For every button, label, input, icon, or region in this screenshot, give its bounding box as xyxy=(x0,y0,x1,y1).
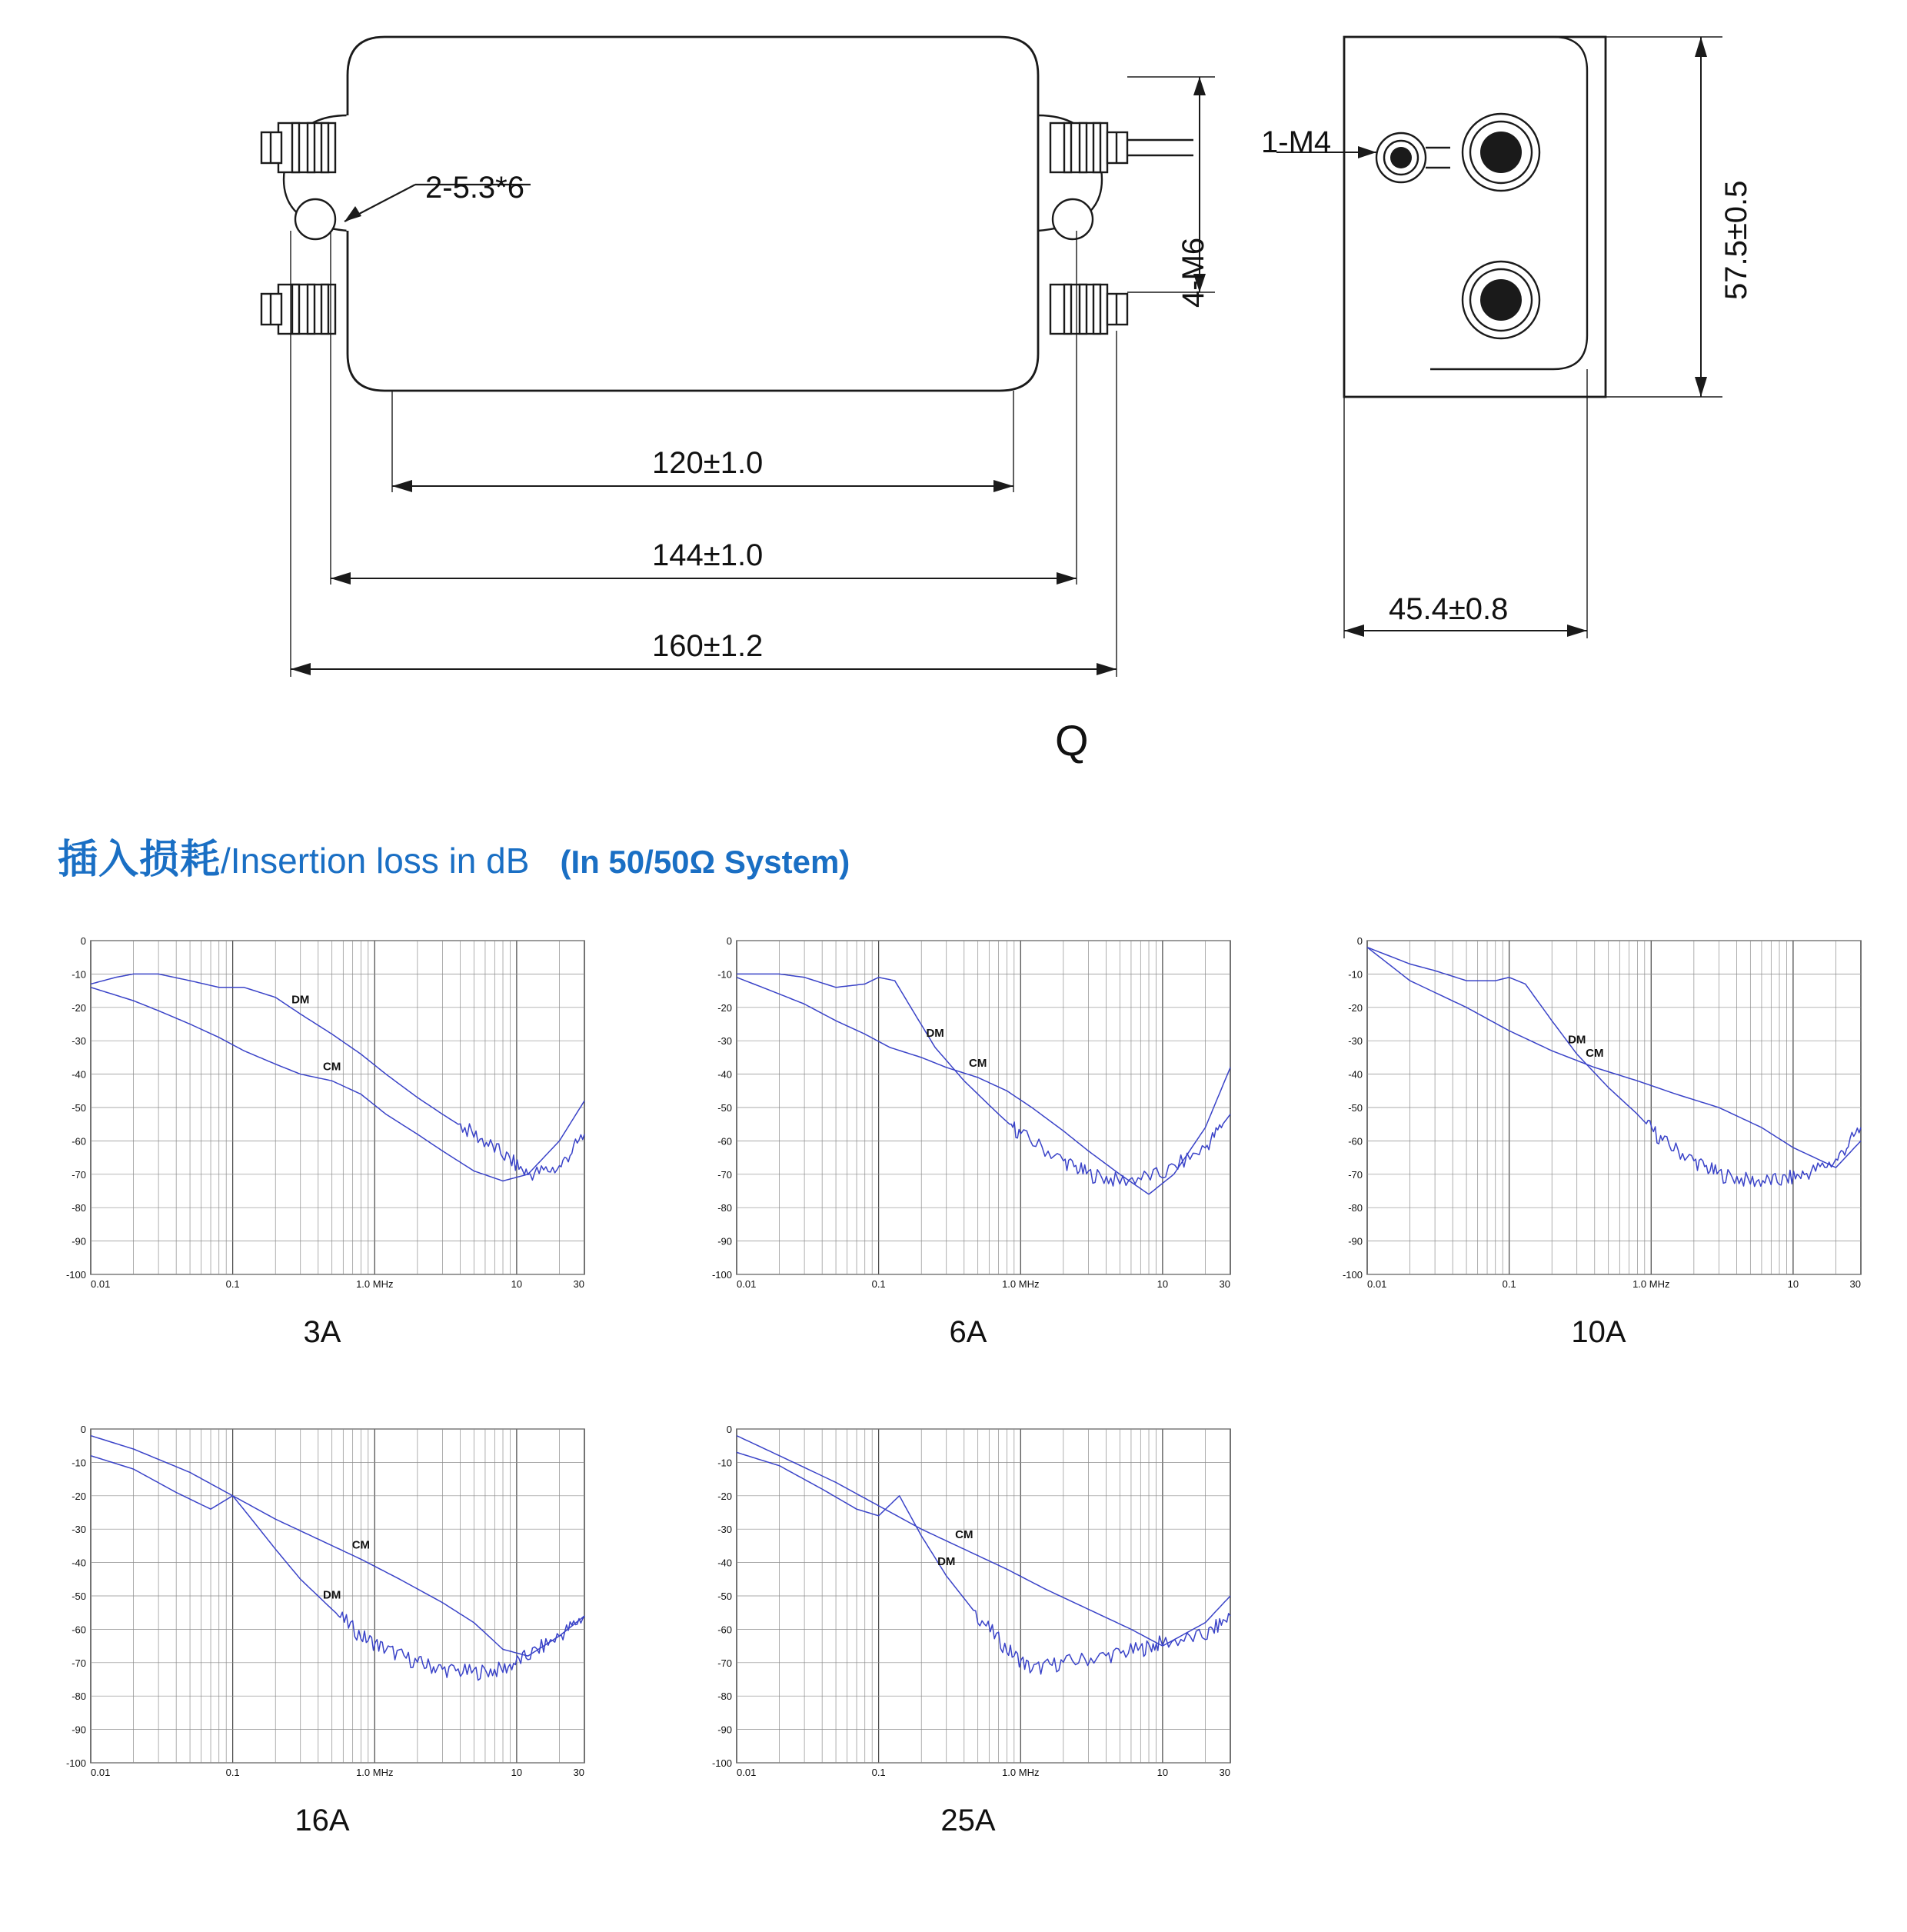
svg-text:-60: -60 xyxy=(1348,1135,1363,1148)
svg-text:-10: -10 xyxy=(717,968,732,981)
svg-text:-70: -70 xyxy=(72,1657,86,1669)
svg-text:30: 30 xyxy=(1849,1278,1861,1290)
svg-text:0: 0 xyxy=(80,1424,86,1435)
svg-text:-100: -100 xyxy=(1342,1269,1363,1281)
svg-text:-80: -80 xyxy=(717,1690,732,1703)
svg-text:1.0 MHz: 1.0 MHz xyxy=(1002,1767,1040,1778)
chart-caption: 25A xyxy=(940,1804,996,1837)
chart-25a xyxy=(692,1415,1244,1837)
svg-text:CM: CM xyxy=(351,1538,371,1552)
svg-text:-20: -20 xyxy=(717,1490,732,1502)
svg-text:-100: -100 xyxy=(711,1269,732,1281)
chart-plot xyxy=(692,927,1244,1311)
svg-text:0.01: 0.01 xyxy=(737,1278,757,1290)
svg-text:-20: -20 xyxy=(72,1001,86,1014)
dim-stud-note: 4-M6 xyxy=(1176,237,1210,308)
svg-text:-80: -80 xyxy=(72,1202,86,1214)
chart-caption: 10A xyxy=(1571,1315,1626,1349)
section-title-cn: 插入损耗 xyxy=(58,838,221,882)
svg-text:-70: -70 xyxy=(717,1657,732,1669)
svg-text:10: 10 xyxy=(1157,1278,1169,1290)
svg-text:-100: -100 xyxy=(65,1757,86,1769)
svg-text:DM: DM xyxy=(926,1026,944,1040)
svg-text:DM: DM xyxy=(1568,1033,1586,1047)
svg-text:-80: -80 xyxy=(72,1690,86,1703)
dim-hole-note: 2-5.3*6 xyxy=(425,171,524,205)
svg-text:10: 10 xyxy=(1787,1278,1799,1290)
svg-text:1.0 MHz: 1.0 MHz xyxy=(1002,1278,1040,1290)
svg-text:-40: -40 xyxy=(717,1068,732,1081)
svg-text:1.0 MHz: 1.0 MHz xyxy=(1632,1278,1670,1290)
svg-text:-30: -30 xyxy=(72,1035,86,1048)
chart-3a xyxy=(46,927,598,1349)
svg-text:-70: -70 xyxy=(1348,1168,1363,1181)
dim-m4-note: 1-M4 xyxy=(1261,125,1332,159)
svg-text:DM: DM xyxy=(291,993,310,1007)
svg-text:CM: CM xyxy=(323,1060,341,1074)
svg-text:0.01: 0.01 xyxy=(1367,1278,1387,1290)
svg-text:-10: -10 xyxy=(72,1457,86,1469)
svg-text:-60: -60 xyxy=(717,1624,732,1636)
svg-text:CM: CM xyxy=(969,1056,987,1070)
svg-text:DM: DM xyxy=(323,1588,341,1602)
svg-text:-30: -30 xyxy=(1348,1035,1363,1048)
svg-text:0.01: 0.01 xyxy=(737,1767,757,1778)
dim-120: 120±1.0 xyxy=(652,446,764,480)
svg-text:0.1: 0.1 xyxy=(871,1278,886,1290)
svg-text:-50: -50 xyxy=(717,1591,732,1602)
dim-45-4: 45.4±0.8 xyxy=(1389,592,1509,626)
svg-text:-60: -60 xyxy=(717,1135,732,1148)
view-letter-q: Q xyxy=(1055,716,1089,764)
svg-text:30: 30 xyxy=(1219,1278,1230,1290)
svg-text:-90: -90 xyxy=(1348,1235,1363,1247)
chart-plot xyxy=(46,1415,598,1800)
svg-text:30: 30 xyxy=(573,1278,584,1290)
chart-plot xyxy=(46,927,598,1311)
svg-text:-40: -40 xyxy=(72,1557,86,1569)
mechanical-drawing xyxy=(0,0,1907,792)
svg-text:-100: -100 xyxy=(711,1757,732,1769)
svg-text:-80: -80 xyxy=(1348,1202,1363,1214)
chart-6a xyxy=(692,927,1244,1349)
svg-text:0: 0 xyxy=(726,1424,732,1435)
svg-text:DM: DM xyxy=(937,1554,956,1568)
svg-text:-80: -80 xyxy=(717,1202,732,1214)
section-title xyxy=(58,827,850,884)
svg-text:-50: -50 xyxy=(717,1102,732,1114)
svg-text:-40: -40 xyxy=(717,1557,732,1569)
svg-text:0.01: 0.01 xyxy=(91,1767,111,1778)
svg-text:-20: -20 xyxy=(1348,1001,1363,1014)
section-title-system: (In 50/50Ω System) xyxy=(560,844,850,880)
svg-text:0.1: 0.1 xyxy=(225,1278,240,1290)
svg-text:-40: -40 xyxy=(1348,1068,1363,1081)
svg-text:1.0 MHz: 1.0 MHz xyxy=(356,1278,394,1290)
section-title-en: Insertion loss in dB xyxy=(230,841,530,881)
svg-text:0: 0 xyxy=(726,935,732,947)
svg-text:-70: -70 xyxy=(72,1168,86,1181)
svg-text:10: 10 xyxy=(1157,1767,1169,1778)
svg-text:-70: -70 xyxy=(717,1168,732,1181)
svg-text:CM: CM xyxy=(1586,1046,1604,1060)
svg-text:-10: -10 xyxy=(717,1457,732,1469)
svg-text:-50: -50 xyxy=(72,1102,86,1114)
svg-text:-10: -10 xyxy=(72,968,86,981)
dim-160: 160±1.2 xyxy=(652,629,764,663)
svg-text:-60: -60 xyxy=(72,1135,86,1148)
svg-text:30: 30 xyxy=(1219,1767,1230,1778)
svg-text:0: 0 xyxy=(1356,935,1363,947)
svg-text:-50: -50 xyxy=(72,1591,86,1602)
chart-caption: 6A xyxy=(949,1315,987,1349)
svg-text:-50: -50 xyxy=(1348,1102,1363,1114)
svg-text:0.1: 0.1 xyxy=(871,1767,886,1778)
section-title-slash: / xyxy=(221,841,231,881)
chart-10a xyxy=(1323,927,1875,1349)
svg-text:0.01: 0.01 xyxy=(91,1278,111,1290)
chart-plot xyxy=(692,1415,1244,1800)
svg-text:-100: -100 xyxy=(65,1269,86,1281)
svg-text:-90: -90 xyxy=(717,1235,732,1247)
svg-text:-20: -20 xyxy=(72,1490,86,1502)
svg-text:-20: -20 xyxy=(717,1001,732,1014)
svg-text:-10: -10 xyxy=(1348,968,1363,981)
svg-text:-30: -30 xyxy=(717,1035,732,1048)
chart-caption: 16A xyxy=(295,1804,350,1837)
svg-text:-30: -30 xyxy=(72,1524,86,1536)
chart-plot xyxy=(1323,927,1875,1311)
svg-text:-90: -90 xyxy=(72,1235,86,1247)
svg-text:10: 10 xyxy=(511,1278,523,1290)
chart-caption: 3A xyxy=(303,1315,341,1349)
svg-text:10: 10 xyxy=(511,1767,523,1778)
chart-16a xyxy=(46,1415,598,1837)
dim-144: 144±1.0 xyxy=(652,538,764,572)
svg-text:CM: CM xyxy=(955,1528,973,1542)
svg-text:-30: -30 xyxy=(717,1524,732,1536)
svg-text:-90: -90 xyxy=(72,1724,86,1736)
svg-text:1.0 MHz: 1.0 MHz xyxy=(356,1767,394,1778)
svg-text:0: 0 xyxy=(80,935,86,947)
svg-text:-90: -90 xyxy=(717,1724,732,1736)
dim-57-5: 57.5±0.5 xyxy=(1719,180,1753,300)
svg-text:0.1: 0.1 xyxy=(1502,1278,1516,1290)
svg-text:-60: -60 xyxy=(72,1624,86,1636)
svg-text:-40: -40 xyxy=(72,1068,86,1081)
svg-text:30: 30 xyxy=(573,1767,584,1778)
svg-text:0.1: 0.1 xyxy=(225,1767,240,1778)
